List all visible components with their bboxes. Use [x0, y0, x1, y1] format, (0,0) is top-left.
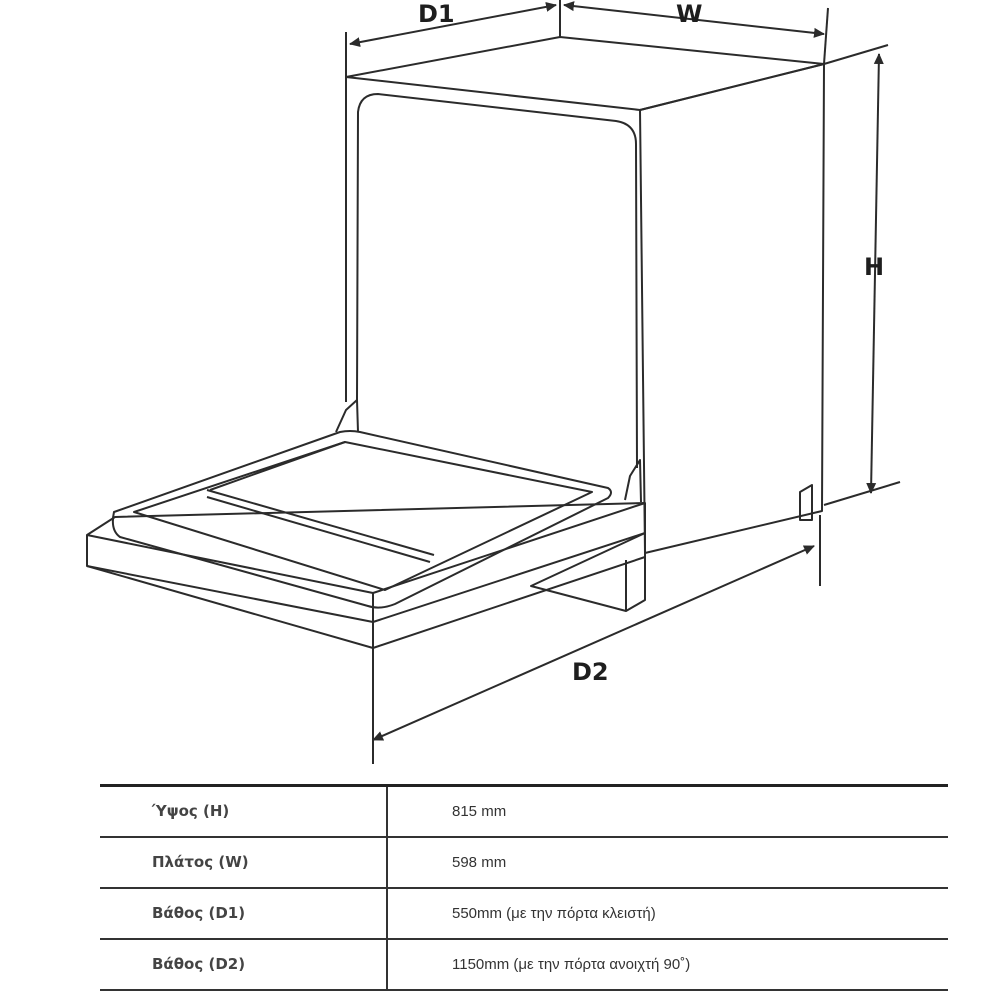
table-row — [100, 786, 948, 837]
hinge-left — [336, 400, 358, 432]
dimension-lines — [346, 0, 900, 764]
spec-value-depth-open: 1150mm (με την πόρτα ανοιχτή 90˚) — [452, 955, 691, 973]
spec-label-width: Πλάτος (W) — [100, 837, 387, 888]
base-block — [531, 533, 645, 611]
spec-label-depth-closed: Βάθος (D1) — [100, 888, 387, 939]
spec-value-width: 598 mm — [452, 853, 507, 871]
table-row — [100, 888, 948, 939]
table-row — [100, 837, 948, 888]
cabinet-side — [640, 64, 824, 553]
label-d1: D1 — [418, 0, 455, 28]
specifications-table — [100, 784, 948, 991]
door-tray-inner — [134, 442, 592, 590]
hinge-right — [625, 460, 641, 502]
spec-label-depth-open: Βάθος (D2) — [100, 939, 387, 990]
cabinet-front-frame — [346, 77, 645, 553]
table-row — [100, 939, 948, 990]
open-door — [87, 431, 645, 648]
label-w: W — [676, 0, 703, 28]
label-h: H — [864, 253, 885, 281]
label-d2: D2 — [572, 658, 609, 686]
spec-label-height: Ύψος (H) — [100, 786, 387, 837]
spec-value-height: 815 mm — [452, 802, 507, 820]
spec-value-depth-closed: 550mm (με την πόρτα κλειστή) — [452, 904, 656, 922]
inner-tub — [357, 94, 637, 468]
